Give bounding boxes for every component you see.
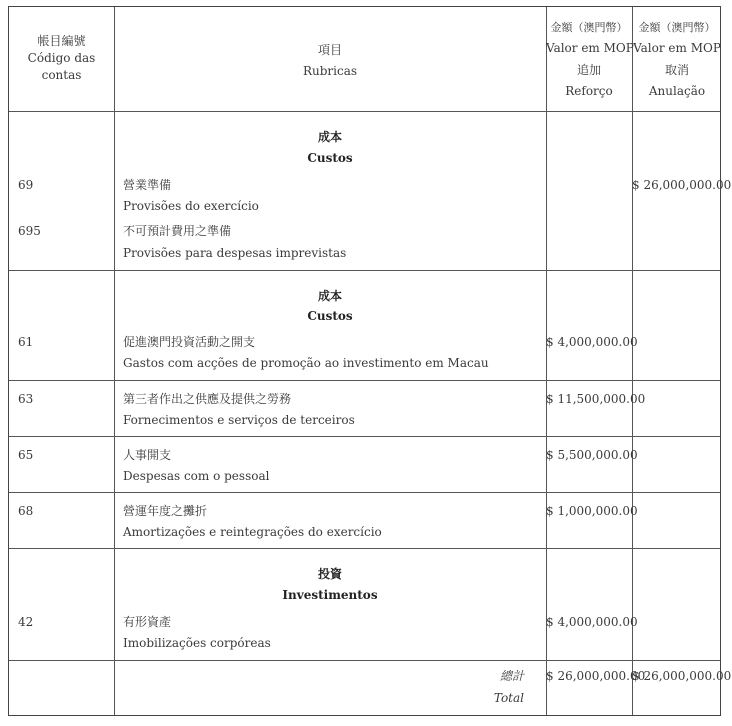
reforco-value: $ 4,000,000.00 bbox=[546, 335, 638, 349]
item-label-pt: Despesas com o pessoal bbox=[123, 469, 270, 483]
header-anulacao-pt: Valor em MOP bbox=[633, 41, 721, 55]
column-divider bbox=[546, 7, 547, 715]
row-divider bbox=[9, 660, 720, 661]
item-label-zh: 營運年度之攤折 bbox=[123, 504, 208, 518]
item-label-zh: 有形資產 bbox=[123, 615, 172, 629]
header-reforco-pt-type: Reforço bbox=[565, 84, 613, 98]
account-code: 61 bbox=[18, 335, 34, 349]
header-reforco-zh-type: 追加 bbox=[576, 63, 601, 77]
account-code: 63 bbox=[18, 392, 34, 406]
row-divider bbox=[9, 436, 720, 437]
account-code: 65 bbox=[18, 448, 34, 462]
item-label-zh: 人事開支 bbox=[123, 448, 172, 462]
header-reforco-zh: 金額（澳門幣） bbox=[550, 21, 628, 34]
total-reforco-value: $ 26,000,000.00 bbox=[546, 669, 646, 683]
section-title-pt: Custos bbox=[307, 309, 353, 323]
header-reforco-pt: Valor em MOP bbox=[546, 41, 634, 55]
item-label-pt: Fornecimentos e serviços de terceiros bbox=[123, 413, 355, 427]
item-label-zh: 促進澳門投資活動之開支 bbox=[123, 335, 256, 349]
section-title-pt: Custos bbox=[307, 151, 353, 165]
reforco-value: $ 1,000,000.00 bbox=[546, 504, 638, 518]
header-rubric-zh: 項目 bbox=[317, 43, 342, 57]
account-code: 69 bbox=[18, 178, 34, 192]
reforco-value: $ 4,000,000.00 bbox=[546, 615, 638, 629]
header-rubric-pt: Rubricas bbox=[302, 64, 358, 78]
total-anulacao-value: $ 26,000,000.00 bbox=[632, 669, 732, 683]
item-label-pt: Imobilizações corpóreas bbox=[123, 636, 271, 650]
header-anulacao-zh-type: 取消 bbox=[664, 63, 689, 77]
account-code: 695 bbox=[18, 224, 41, 238]
total-label-pt: Total bbox=[493, 691, 524, 705]
item-label-zh: 不可預計費用之準備 bbox=[123, 224, 232, 238]
anulacao-value: $ 26,000,000.00 bbox=[632, 178, 732, 192]
item-label-pt: Gastos com acções de promoção ao investimento em Macau bbox=[123, 356, 489, 370]
column-divider bbox=[632, 7, 633, 715]
reforco-value: $ 11,500,000.00 bbox=[546, 392, 646, 406]
section-title-zh: 成本 bbox=[317, 289, 342, 303]
header-code-pt-line2: contas bbox=[41, 68, 82, 82]
item-label-pt: Provisões para despesas imprevistas bbox=[123, 246, 347, 260]
row-divider bbox=[9, 111, 720, 112]
item-label-pt: Amortizações e reintegrações do exercício bbox=[123, 525, 382, 539]
row-divider bbox=[9, 380, 720, 381]
account-code: 42 bbox=[18, 615, 34, 629]
account-code: 68 bbox=[18, 504, 34, 518]
total-label-zh: 總計 bbox=[499, 669, 524, 683]
header-code-pt-line1: Código das bbox=[27, 51, 96, 65]
header-anulacao-pt-type: Anulação bbox=[648, 84, 706, 98]
column-divider bbox=[114, 7, 115, 715]
header-anulacao-zh: 金額（澳門幣） bbox=[638, 21, 716, 34]
budget-table bbox=[8, 6, 732, 716]
item-label-zh: 第三者作出之供應及提供之勞務 bbox=[123, 392, 292, 406]
row-divider bbox=[9, 548, 720, 549]
item-label-pt: Provisões do exercício bbox=[123, 199, 259, 213]
reforco-value: $ 5,500,000.00 bbox=[546, 448, 638, 462]
row-divider bbox=[9, 270, 720, 271]
section-title-pt: Investimentos bbox=[282, 588, 378, 602]
section-title-zh: 成本 bbox=[317, 130, 342, 144]
header-code-zh: 帳目編號 bbox=[37, 34, 86, 48]
section-title-zh: 投資 bbox=[317, 567, 342, 581]
item-label-zh: 營業準備 bbox=[123, 178, 172, 192]
row-divider bbox=[9, 492, 720, 493]
